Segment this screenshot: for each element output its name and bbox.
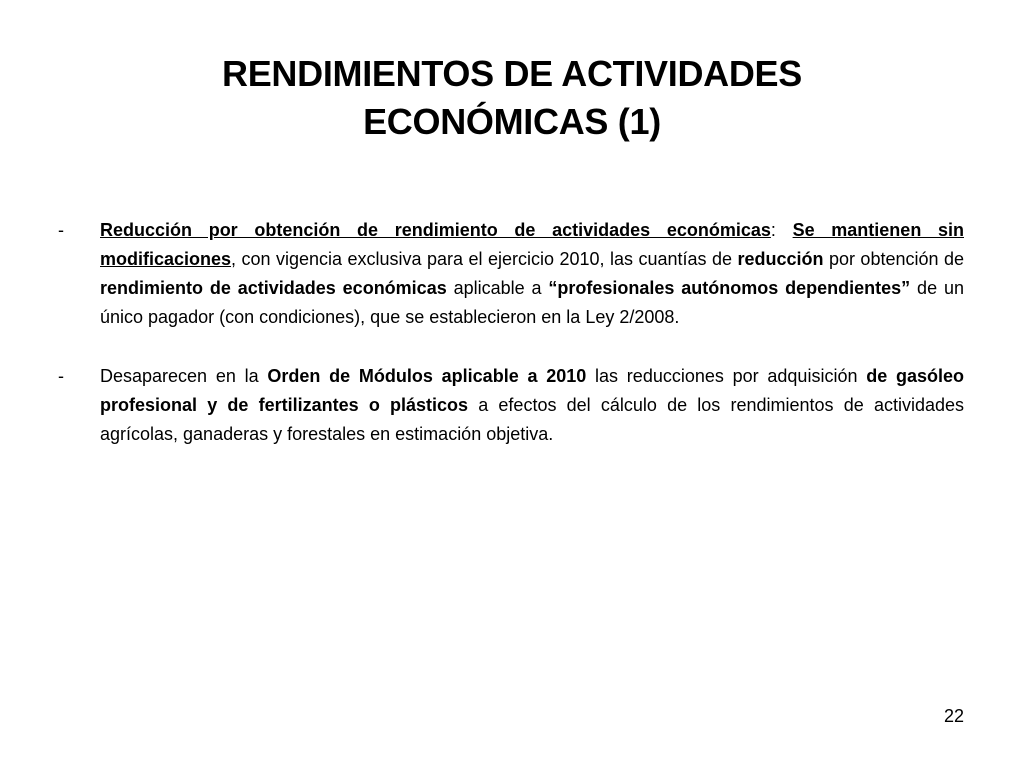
text-segment: aplicable a xyxy=(446,278,549,298)
text-segment: a efectos del cálculo de los rendimientos de actividades agrícolas, ganaderas y forestales en estimación objetiva. xyxy=(100,395,964,444)
text-segment: , con vigencia exclusiva para el ejercicio 2010, las cuantías de xyxy=(231,249,738,269)
page-number: 22 xyxy=(943,706,964,726)
bullet-text xyxy=(100,362,964,449)
bold-term: Orden de Módulos aplicable a 2010 xyxy=(267,366,587,386)
bullet-1-heading: Reducción por obtención de rendimiento de actividades económicas xyxy=(100,220,771,240)
bold-term: reducción xyxy=(737,249,824,269)
text-segment: Desaparecen en la xyxy=(100,366,268,386)
bullet-item-2 xyxy=(58,362,964,449)
slide-title-line-2: ECONÓMICAS (1) xyxy=(363,101,661,142)
bold-term: rendimiento de actividades económicas xyxy=(100,278,447,298)
bullet-marker: - xyxy=(58,366,64,386)
bullet-list xyxy=(58,216,964,449)
text-segment: las reducciones por adquisición xyxy=(586,366,867,386)
text-segment: de un único pagador (con condiciones), que se establecieron en la Ley 2/2008. xyxy=(100,278,964,327)
bullet-1-highlight: Se mantienen sin modificaciones xyxy=(100,220,964,269)
bullet-item-1 xyxy=(58,216,964,332)
bold-term: de gasóleo profesional y de fertilizantes o plásticos xyxy=(100,366,965,415)
text-segment: por obtención de xyxy=(823,249,964,269)
bullet-marker: - xyxy=(58,220,64,240)
bold-term: “profesionales autónomos dependientes” xyxy=(548,278,911,298)
bullet-text xyxy=(100,216,964,332)
text-segment: : xyxy=(770,220,793,240)
slide-title xyxy=(100,50,924,146)
slide-title-line-1: RENDIMIENTOS DE ACTIVIDADES xyxy=(222,53,802,94)
